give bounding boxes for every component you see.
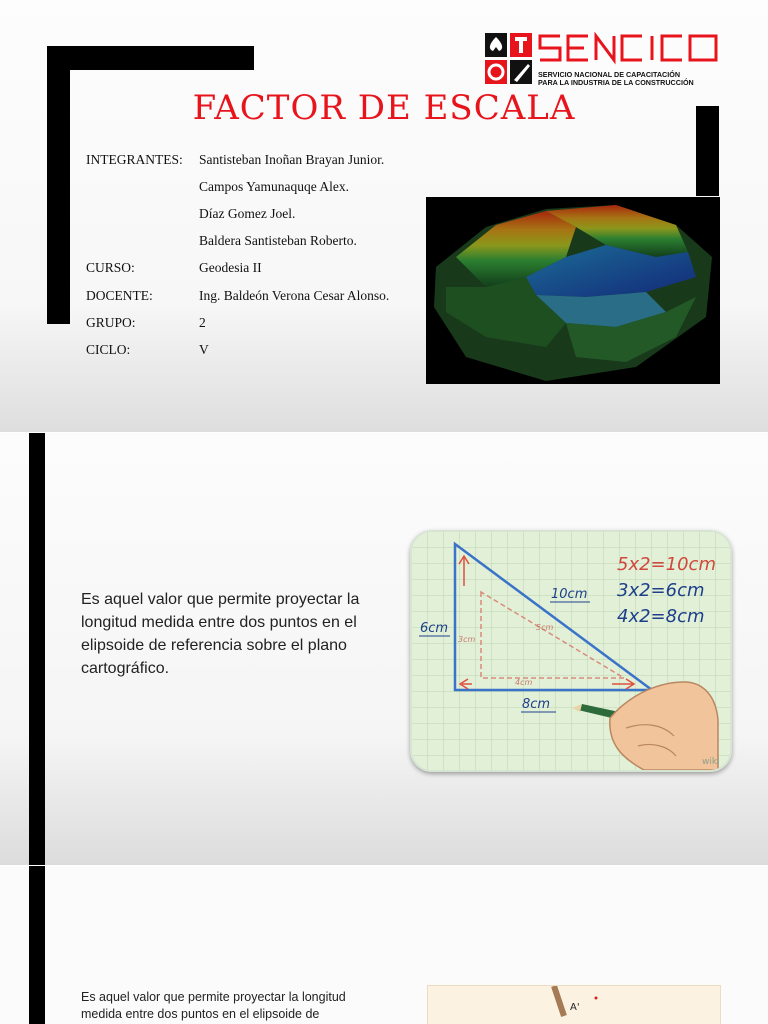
label-side-outer: 6cm: [420, 621, 449, 636]
integrante-4: Baldera Santisteban Roberto.: [199, 233, 357, 248]
definition-paragraph-2: Es aquel valor que permite proyectar la longitud medida entre dos puntos en el elipsoide de: [81, 990, 346, 1021]
slide-definition: [0, 433, 768, 865]
equation-3: 4x2=8cm: [617, 606, 705, 627]
integrante-2: Campos Yamunaquqe Alex.: [199, 179, 349, 194]
docente-label: DOCENTE:: [86, 288, 153, 303]
projection-figure: [427, 985, 721, 1024]
equation-2: 3x2=6cm: [617, 580, 705, 601]
terrain-point-cloud-image: [426, 197, 720, 384]
frame-bar-horizontal: [47, 46, 254, 70]
slide-title: [0, 0, 768, 432]
logo-subtitle: SERVICIO NACIONAL DE CAPACITACIÓN PARA LA INDUSTRIA DE LA CONSTRUCCIÓN: [538, 70, 694, 87]
accent-bar: [29, 866, 45, 1024]
curso-label: CURSO:: [86, 260, 135, 275]
slide-definition-2: [0, 866, 768, 1024]
label-hyp-inner: 5cm: [536, 623, 554, 632]
ciclo-label: CICLO:: [86, 342, 131, 357]
label-base-outer: 8cm: [522, 697, 551, 712]
integrante-3: Díaz Gomez Joel.: [199, 206, 296, 221]
integrante-1: Santisteban Inoñan Brayan Junior.: [199, 152, 385, 167]
definition-paragraph: Es aquel valor que permite proyectar la longitud medida entre dos puntos en el elipsoide de referencia sobre el plano cartográfico.: [81, 591, 360, 677]
point-a-prime-label: A': [570, 1002, 580, 1013]
ciclo-value: V: [199, 342, 209, 357]
wiki-watermark: wiki: [702, 757, 720, 767]
slide-title-text: FACTOR DE ESCALA: [192, 88, 576, 128]
scale-triangle-illustration: [410, 530, 732, 772]
docente-value: Ing. Baldeón Verona Cesar Alonso.: [199, 288, 390, 303]
grupo-value: 2: [199, 315, 206, 330]
label-base-inner: 4cm: [515, 678, 533, 687]
label-hyp-outer: 10cm: [551, 587, 588, 602]
equation-1: 5x2=10cm: [617, 554, 716, 575]
integrantes-label: INTEGRANTES:: [86, 152, 183, 167]
accent-bar: [29, 433, 45, 865]
label-side-inner: 3cm: [458, 635, 476, 644]
grupo-label: GRUPO:: [86, 315, 136, 330]
curso-value: Geodesia II: [199, 260, 262, 275]
